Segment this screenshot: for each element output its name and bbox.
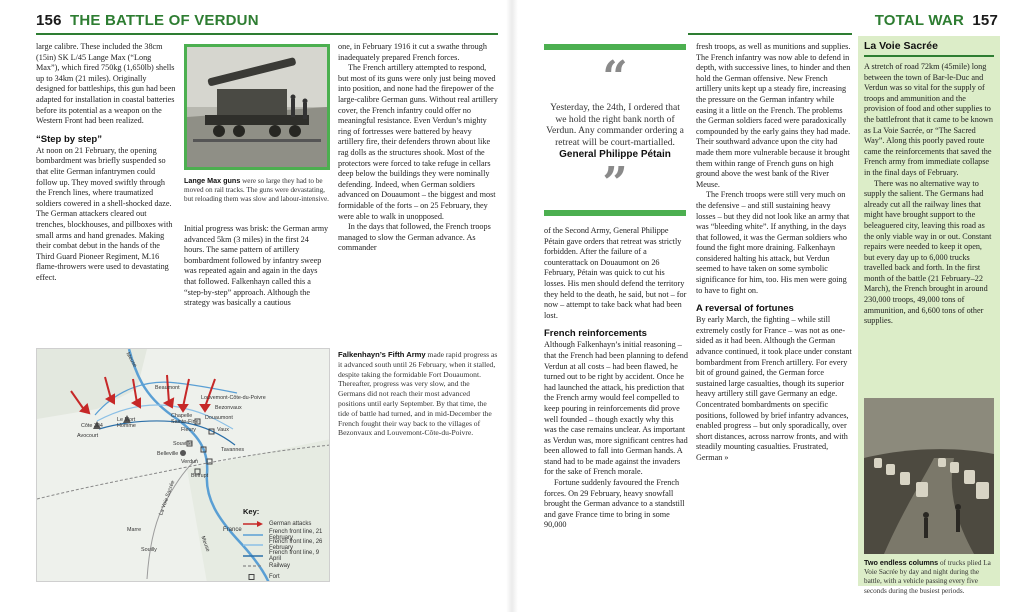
photo-caption xyxy=(184,176,330,205)
map-label: Bezonvaux xyxy=(215,405,242,411)
paragraph: By early March, the fighting – while still extremely costly for France – was not as one-sided as it had been. Although the German advance continued, it took place under constant bombardment from French artillery. For every bit of ground gained, the German force sustained large casualties, though its superior heavy artillery still gave Germany an edge. Concentrated bombardments on specific positions, followed by brief infantry advances, enabled progress – but only sporadically, over short distances, across narrow fronts, and with steadily mounting casualties. Frustrated, German » xyxy=(696,315,852,462)
open-quote-icon: “ xyxy=(602,52,628,103)
map-label: Souilly xyxy=(141,547,157,553)
subhead-french-reinforcements: French reinforcements xyxy=(544,328,647,340)
sidebar-caption xyxy=(864,558,996,596)
quote-author: General Philippe Pétain xyxy=(559,149,671,161)
paragraph: The French artillery attempted to respond, but most of its guns were only just being moved into position, and none had the firepower of the large-calibre German guns. Without real artillery cover, the French infantry could offer no meaningful resistance. Even Verdun’s mighty ring of fortresses were battered by heavy artillery fire, their defenders thrown about like rag dolls as the structures shook. Most of the protectors were forced to take refuge in cellars deep below the buildings they were nominally defending. Indeed, when German soldiers advanced on Douaumont – the biggest and most formidable of the forts – on 25 February, they were able to walk in unopposed. xyxy=(338,63,498,221)
map-label: Fleury xyxy=(181,427,196,433)
paragraph: There was no alternative way to supply the salient. The Germans had already cut all the railway lines that might have brought support to the beleaguered city, leaving this road as the only viable way in or out. Constant repairs were needed to keep it open, but every day up to 6,000 trucks travelled back and forth. In the first month of the battle (21 February–22 March), the French brought in around 230,000 troops, 49,000 tons of ammunition, and 6,600 tons of other supplies. xyxy=(864,178,992,326)
left-running-title: THE BATTLE OF VERDUN xyxy=(70,12,259,29)
left-page-number: 156 xyxy=(36,12,62,29)
quote-box xyxy=(544,44,686,216)
map-label: Verdun xyxy=(181,459,199,465)
key-label: French front line, 9 April xyxy=(269,549,320,562)
paragraph: one, in February 1916 it cut a swathe through inadequately prepared French forces. xyxy=(338,42,487,62)
key-item-front-9-apr xyxy=(243,551,329,562)
map-caption-text: made rapid progress as it advanced south until 26 February, when it stalled, despite taking the formidable Fort Douaumont. Thereafter, progress was very slow, and the Germans did not reach their most advanced positions until early September. By that time, the tide of battle had turned, and in mid-December the French fought their way back to the villages of Bezonvaux and Louvemont-Côte-du-Poivre. xyxy=(338,350,498,438)
map-label: La Voie Sacrée xyxy=(158,479,177,517)
map-label: Marre xyxy=(127,527,142,533)
voie-sacree-painting xyxy=(864,398,994,554)
map-label: Meuse xyxy=(124,351,138,369)
right-running-title: TOTAL WAR xyxy=(874,12,964,29)
left-column-1 xyxy=(36,42,176,283)
caption-title: Lange Max guns xyxy=(184,176,241,185)
subhead-reversal-of-fortunes: A reversal of fortunes xyxy=(696,303,794,315)
map-label: Beaumont xyxy=(155,385,180,391)
truck-columns-image xyxy=(864,398,994,554)
left-column-2 xyxy=(184,224,330,309)
verdun-dot xyxy=(180,450,186,456)
paragraph: Although Falkenhayn’s initial reasoning – that the French had been planning to defend Verdun at all costs – had been flawed, he turned out to be right by accident. Once he had launched the attack, his prediction that the French army would feel compelled to keep pouring in reinforcements did prove well founded – though exactly why this was the case remains unclear. As important as Verdun was, more significant centres had been allowed to fall into German hands. A stand had to be made against the invaders for the sake of French morale. xyxy=(544,340,688,477)
paragraph: fresh troops, as well as munitions and supplies. The French infantry was now able to defend in depth, with successive lines, to hinder and then hold the German offensive. New French artillery units kept up a steady fire, increasing the pressure on the German infantry while easing it a little on the French. The problems the German soldiers faced were paradoxically compounded by the early gains they had made. Their southward advance upon the city had made them more vulnerable because it brought them within range of French guns on high ground above the west bank of the River Meuse. xyxy=(696,42,851,189)
key-label: French front line, 21 February xyxy=(269,528,323,541)
map-caption xyxy=(338,350,498,438)
la-voie-sacree-sidebar xyxy=(858,36,1000,595)
sidebar-caption-text: of trucks plied La Voie Sacrée by day and night during the battle, with a vehicle passing every five seconds during the busiest periods. xyxy=(864,559,991,595)
map-key-title: Key: xyxy=(243,507,260,516)
sidebar-title: La Voie Sacrée xyxy=(864,40,938,52)
map-label: Douaumont xyxy=(205,415,233,421)
map-label: Côte 304 xyxy=(81,423,103,429)
quote-text: Yesterday, the 24th, I ordered that we hold the right bank north of Verdun. Any commander ordering a retreat will be court-martialled. xyxy=(546,102,684,148)
quote-bottom-bar xyxy=(544,210,686,216)
left-header-rule xyxy=(36,33,498,35)
key-label: Fort xyxy=(269,573,280,580)
map-label: Meuse xyxy=(199,535,211,553)
close-quote-icon: ” xyxy=(602,158,628,210)
verdun-battle-map xyxy=(36,348,330,582)
paragraph: In the days that followed, the French troops managed to slow the German advance. As commander xyxy=(338,222,491,253)
key-label: German attacks xyxy=(269,521,312,528)
right-page xyxy=(512,0,1024,612)
map-label: Belleville xyxy=(157,451,179,457)
lange-max-gun-image xyxy=(187,47,327,167)
right-running-header xyxy=(875,12,998,36)
left-column-3 xyxy=(338,42,498,254)
map-label: Chapelle Sainte-Fine xyxy=(171,413,199,425)
map-label: Le Mort Homme xyxy=(117,417,136,429)
map-key xyxy=(243,507,329,582)
sidebar-body xyxy=(858,57,1000,327)
caption-text: were so large they had to be moved on rail tracks. The guns were devastating, but reloading them was slow and labour-intensive. xyxy=(184,177,329,204)
map-label: Vaux xyxy=(217,427,229,433)
right-column-1 xyxy=(544,226,688,531)
map-label: Avocourt xyxy=(77,433,99,439)
paragraph: Fortune suddenly favoured the French forces. On 29 February, heavy snowfall brought the German advance to a standstill and gave France time to bring in some 90,000 xyxy=(544,478,685,530)
right-page-number: 157 xyxy=(972,12,998,29)
paragraph: A stretch of road 72km (45mile) long between the town of Bar-le-Duc and Verdun was so vital for the supply of troops and ammunition and the provision of food and other supplies to the battlefront that it came to be known as La Voie Sacrée, or “The Sacred Way”. Along this poorly paved route came the reinforcements that saved the French army from immediate collapse in the final days of February. xyxy=(864,62,993,177)
lange-max-photo xyxy=(184,44,330,170)
key-label: French front line, 26 February xyxy=(269,539,323,552)
paragraph: large calibre. These included the 38cm (15in) SK L/45 Lange Max (“Long Max”), which fired 750kg (1,650lb) shells up to 34km (21 miles). Originally designed for battleships, this gun had been adapted for installation in coastal batteries before its potential as a weapon on the Western Front had been realized. xyxy=(36,42,176,126)
map-label: Tavannes xyxy=(221,447,245,453)
key-label: Railway xyxy=(269,563,291,570)
subhead-step-by-step: “Step by step” xyxy=(36,133,102,145)
map-caption-title: Falkenhayn’s Fifth Army xyxy=(338,350,426,359)
paragraph: The French troops were still very much on the defensive – and still sustaining heavy losses – but they did not look like an army that was “bleeding white”. If anything, in the days that followed, it was the German soldiers who found the fight more draining. Falkenhayn considered halting his attack, but Verdun seemed to have taken on some symbolic significance for him, too. His men were going to have to fight on. xyxy=(696,190,850,295)
key-item-railway xyxy=(243,561,329,572)
map-label: Souville xyxy=(173,441,192,447)
paragraph: At noon on 21 February, the opening bombardment was briefly suspended so that elite German infantrymen could follow up. They moved swiftly through the French lines, where traumatized soldiers cowered in a shell-shocked daze. The German attackers cleared out trenches, blockhouses, and pillboxes with small arms and hand grenades. Making their combat debut in the hands of the Third Guard Pioneer Regiment, M.16 flame-throwers were used to devastating effect. xyxy=(36,145,173,282)
key-item-fort xyxy=(243,572,329,583)
quote-top-bar xyxy=(544,44,686,50)
paragraph: Initial progress was brisk: the German army advanced 5km (3 miles) in the first 24 hours. The same pattern of artillery bombardment followed by infantry sweep was repeated again and again in the days that followed. Falkenhayn called this a “step-by-step” approach. Although the strategy was basically a cautious xyxy=(184,224,329,308)
map-label: Belrupt xyxy=(191,473,209,479)
right-header-rule xyxy=(688,33,852,35)
map-label: Louvemont-Côte-du-Poivre xyxy=(201,395,266,401)
paragraph: of the Second Army, General Philippe Pétain gave orders that retreat was strictly forbidden. After the failure of a counterattack on Douaumont on 26 February, Pétain was quick to cut his losses. His men should defend the territory they held to the death, he said, but not – for now – attempt to take back what had been lost. xyxy=(544,226,687,320)
map-label: France xyxy=(223,527,242,533)
sidebar-caption-title: Two endless columns xyxy=(864,558,939,567)
right-column-2 xyxy=(696,42,852,464)
